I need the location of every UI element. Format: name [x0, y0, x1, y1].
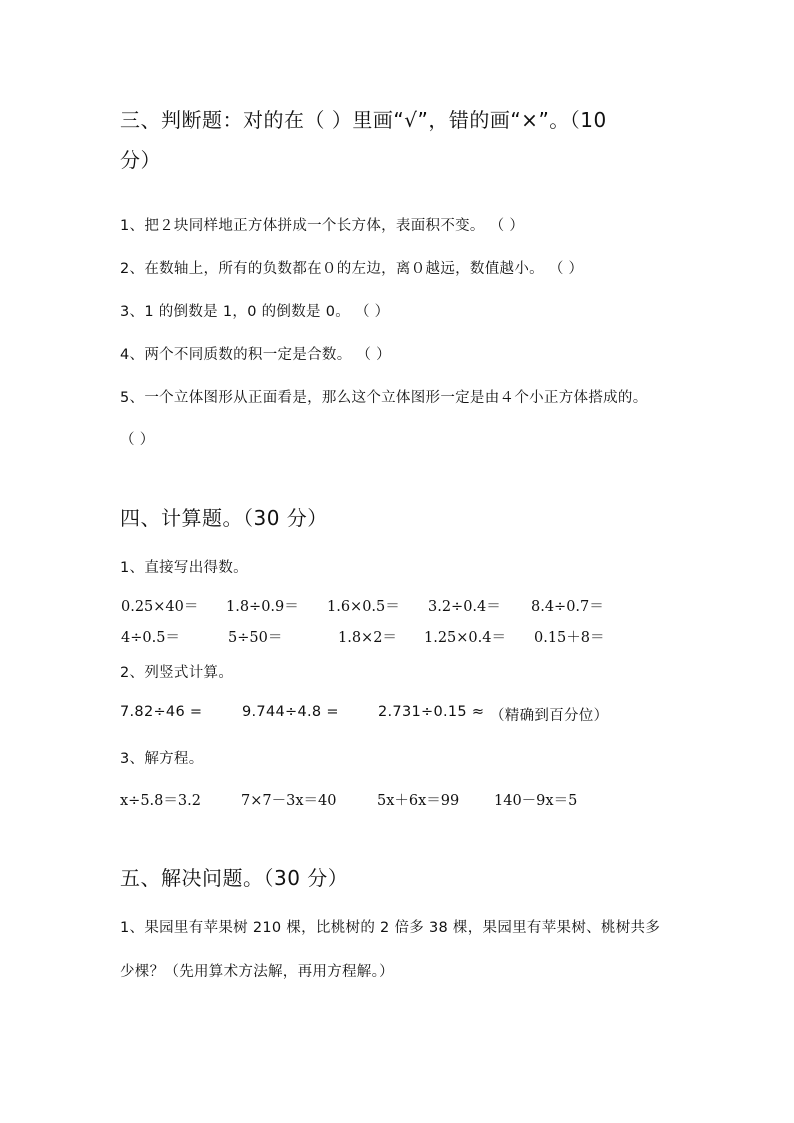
- vertical-calc-3: 2.731÷0.15 ≈: [378, 704, 485, 720]
- judgement-item-5: 5、一个立体图形从正面看是，那么这个立体图形一定是由４个小正方体搭成的。: [120, 390, 648, 406]
- oral-calc-7: 5÷50＝: [228, 630, 283, 646]
- oral-calc-10: 0.15＋8＝: [534, 630, 605, 646]
- section4-sub2: 2、列竖式计算。: [120, 665, 234, 681]
- vertical-calc-2: 9.744÷4.8 =: [242, 704, 339, 720]
- judgement-item-4: 4、两个不同质数的积一定是合数。 （ ）: [120, 347, 391, 363]
- oral-calc-9: 1.25×0.4＝: [424, 630, 506, 646]
- section5-title: 五、解决问题。（30 分）: [120, 866, 349, 890]
- oral-calc-5: 8.4÷0.7＝: [531, 599, 604, 615]
- judgement-item-5-blank: （ ）: [120, 432, 155, 448]
- equation-2: 7×7－3x＝40: [241, 793, 337, 809]
- oral-calc-8: 1.8×2＝: [338, 630, 397, 646]
- oral-calc-1: 0.25×40＝: [121, 599, 199, 615]
- judgement-item-1: 1、把２块同样地正方体拼成一个长方体，表面积不变。 （ ）: [120, 218, 525, 234]
- problem-1-line2: 少棵？（先用算术方法解，再用方程解。）: [120, 964, 394, 980]
- section4-title: 四、计算题。（30 分）: [120, 506, 328, 530]
- oral-calc-3: 1.6×0.5＝: [327, 599, 400, 615]
- judgement-item-2: 2、在数轴上，所有的负数都在０的左边，离０越远，数值越小。 （ ）: [120, 261, 584, 277]
- oral-calc-6: 4÷0.5＝: [121, 630, 180, 646]
- section3-title-line1: 三、判断题：对的在（ ）里画“√”，错的画“×”。（10: [120, 108, 607, 132]
- vertical-calc-note: （精确到百分位）: [490, 708, 609, 724]
- judgement-item-3: 3、1 的倒数是 1，0 的倒数是 0。 （ ）: [120, 304, 390, 320]
- section3-title-line2: 分）: [120, 148, 161, 172]
- section4-sub1: 1、直接写出得数。: [120, 560, 248, 576]
- vertical-calc-1: 7.82÷46 =: [120, 704, 203, 720]
- equation-1: x÷5.8＝3.2: [120, 793, 201, 809]
- equation-3: 5x＋6x＝99: [377, 793, 460, 809]
- oral-calc-2: 1.8÷0.9＝: [226, 599, 299, 615]
- equation-4: 140－9x＝5: [494, 793, 578, 809]
- section4-sub3: 3、解方程。: [120, 751, 204, 767]
- problem-1-line1: 1、果园里有苹果树 210 棵，比桃树的 2 倍多 38 棵，果园里有苹果树、桃树共多: [120, 920, 661, 936]
- oral-calc-4: 3.2÷0.4＝: [428, 599, 501, 615]
